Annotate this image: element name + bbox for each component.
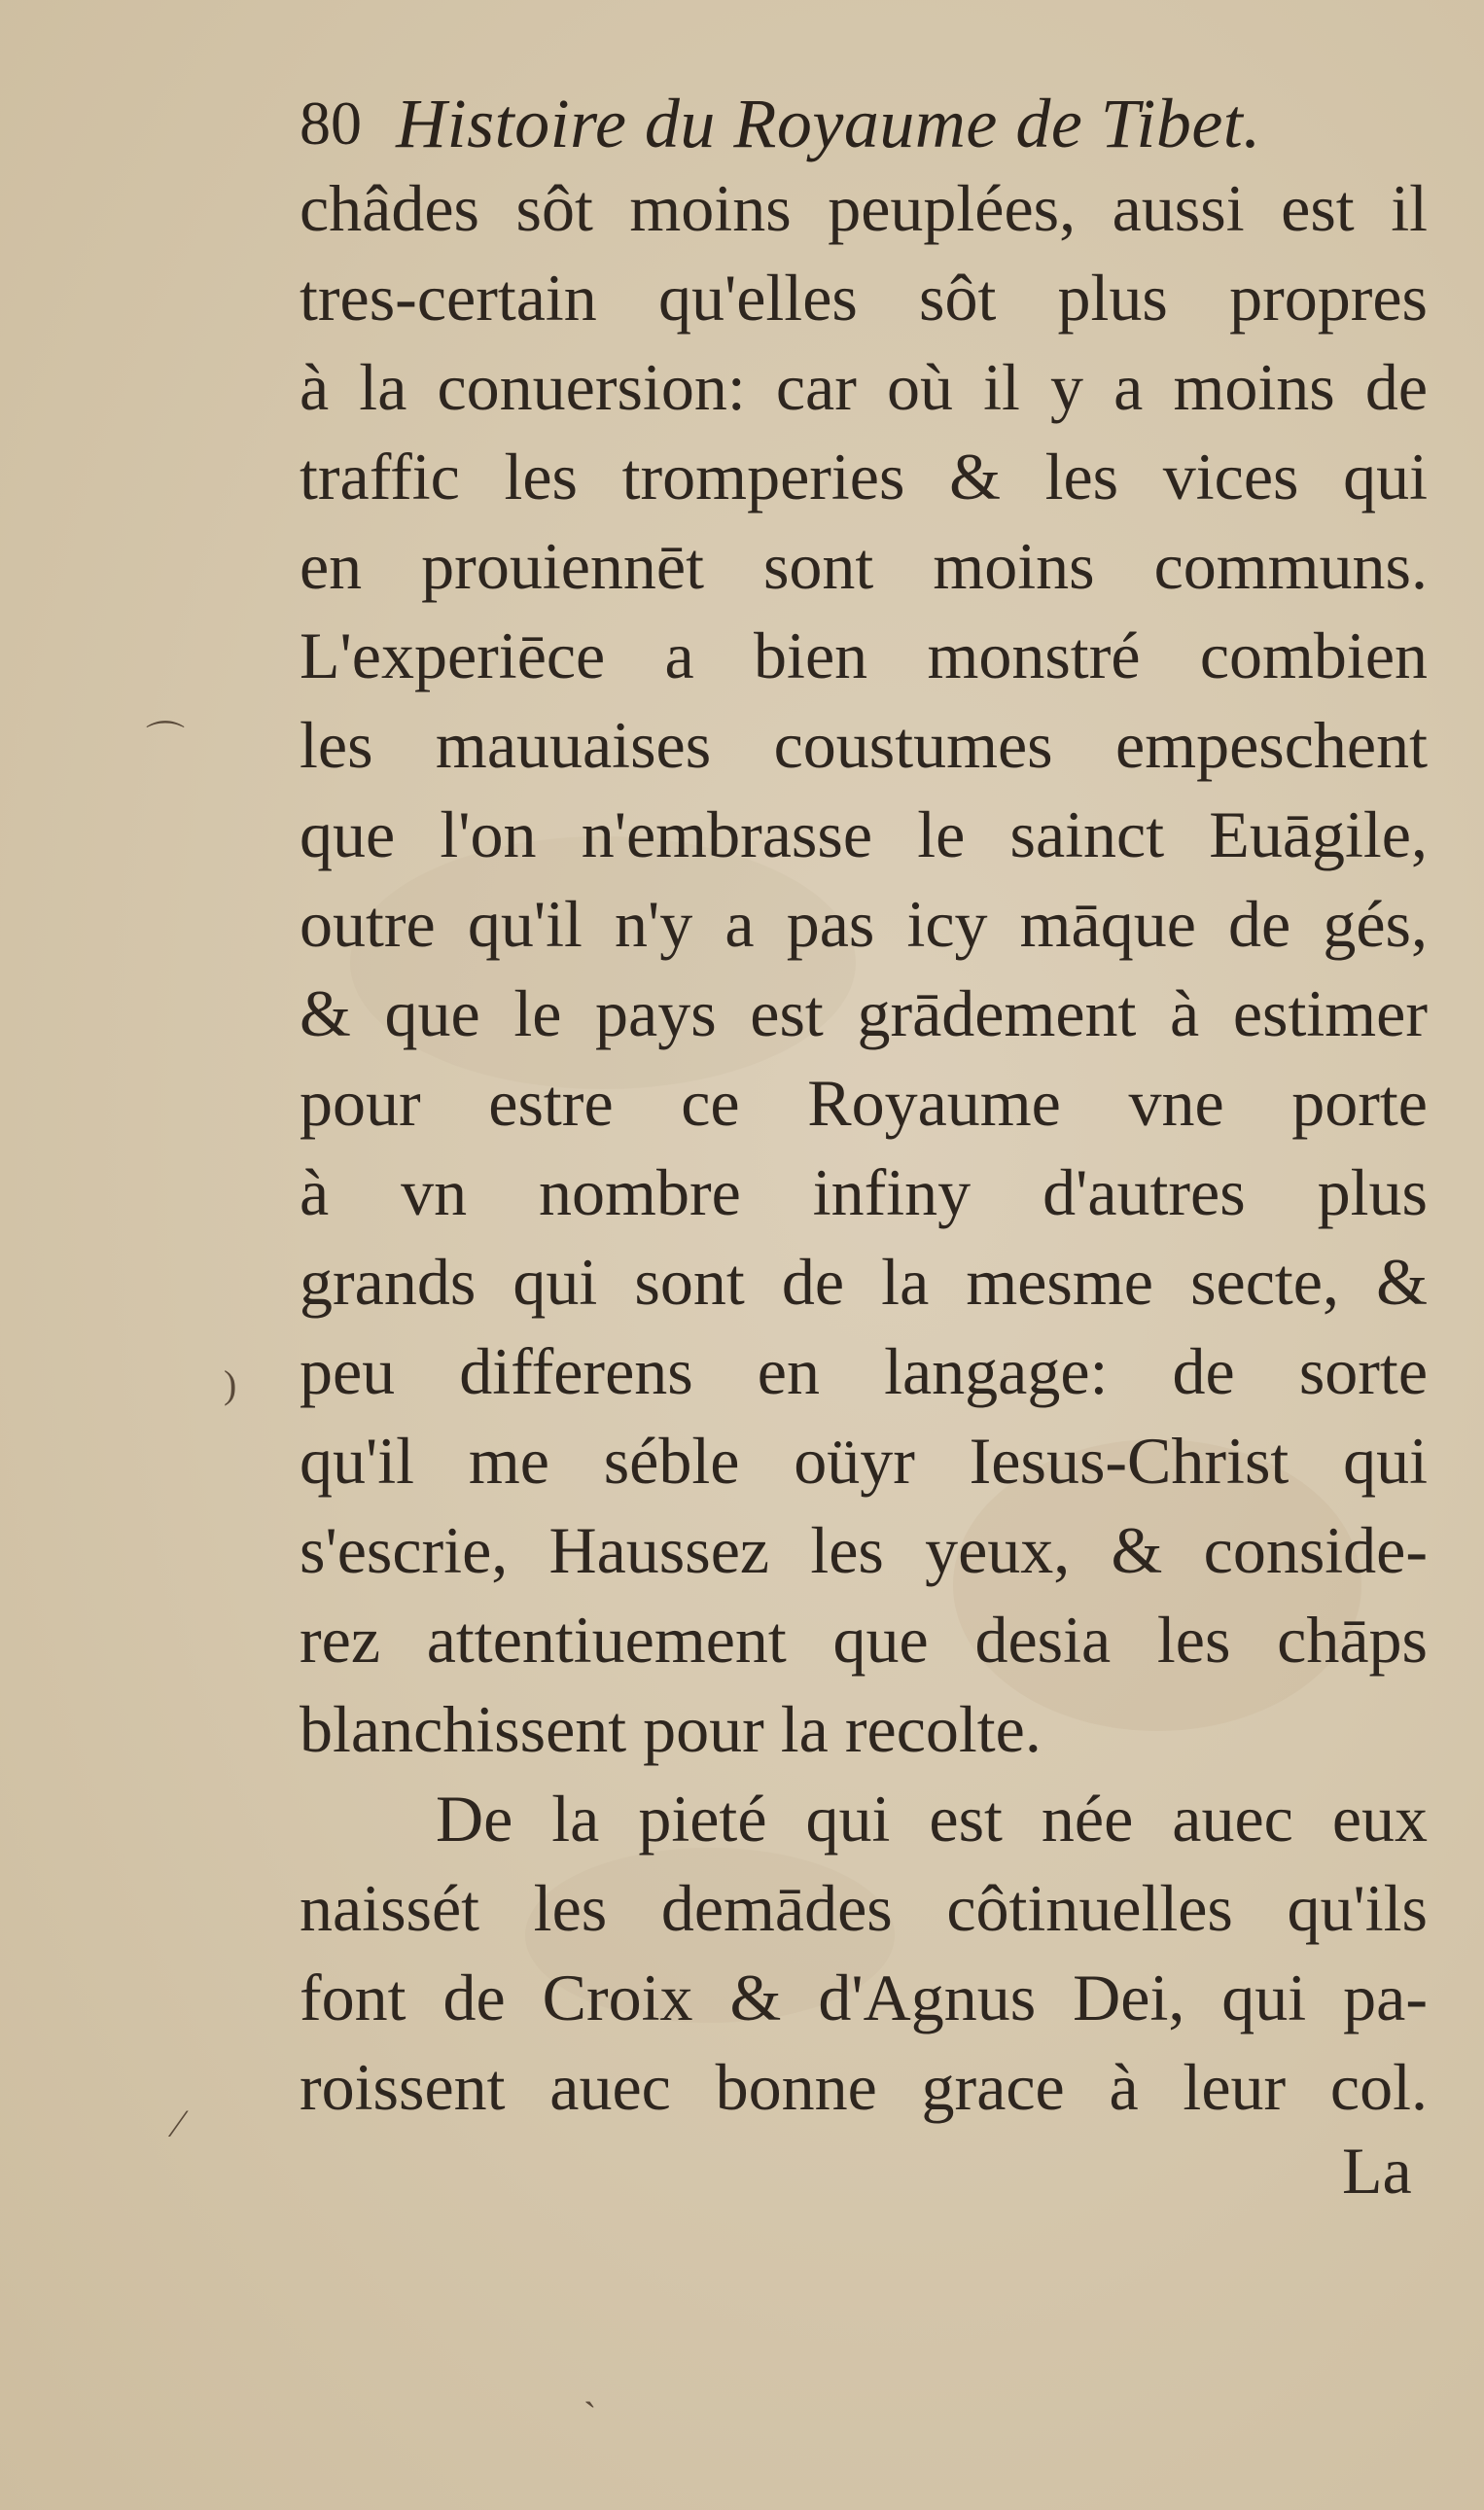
text-line: peu differens en langage: de sorte: [300, 1334, 1428, 1408]
page-number: 80: [300, 88, 362, 158]
text-line: châdes sôt moins peuplées, aussi est il: [300, 171, 1428, 245]
text-line: blanchissent pour la recolte.: [300, 1692, 1042, 1766]
text-line: tres-certain qu'elles sôt plus propres: [300, 261, 1428, 335]
text-line: s'escrie, Haussez les yeux, & conside-: [300, 1513, 1428, 1587]
text-line: & que le pays est grādement à estimer: [300, 976, 1428, 1050]
margin-mark: ): [224, 1362, 237, 1406]
text-line: outre qu'il n'y a pas icy māque de gés,: [300, 887, 1428, 961]
margin-mark: ⌒: [146, 719, 185, 762]
ink-speck: ˏ: [583, 2364, 597, 2408]
text-line: qu'il me séble oüyr Iesus-Christ qui: [300, 1424, 1428, 1498]
page-header: [300, 70, 1398, 177]
text-line: roissent auec bonne grace à leur col.: [300, 2050, 1428, 2124]
text-line: grands qui sont de la mesme secte, &: [300, 1245, 1428, 1319]
text-line: les mauuaises coustumes empeschent: [300, 708, 1428, 782]
running-title: Histoire du Royaume de Tibet.: [396, 85, 1261, 162]
margin-mark: ⁄: [175, 2102, 182, 2145]
text-line: à la conuersion: car où il y a moins de: [300, 350, 1428, 424]
text-line: traffic les tromperies & les vices qui: [300, 440, 1428, 513]
text-line: naissét les demādes côtinuelles qu'ils: [300, 1871, 1428, 1945]
catchword: La: [1342, 2134, 1412, 2208]
text-line: à vn nombre infiny d'autres plus: [300, 1155, 1428, 1229]
text-line: L'experiēce a bien monstré combien: [300, 619, 1428, 692]
text-line: rez attentiuement que desia les chāps: [300, 1603, 1428, 1677]
text-line: que l'on n'embrasse le sainct Euāgile,: [300, 797, 1428, 871]
body-text: [300, 163, 1428, 2132]
text-line: pour estre ce Royaume vne porte: [300, 1066, 1428, 1140]
text-line: font de Croix & d'Agnus Dei, qui pa-: [300, 1961, 1428, 2034]
text-line: De la pieté qui est née auec eux: [436, 1782, 1428, 1856]
text-line: en prouiennēt sont moins communs.: [300, 529, 1428, 603]
